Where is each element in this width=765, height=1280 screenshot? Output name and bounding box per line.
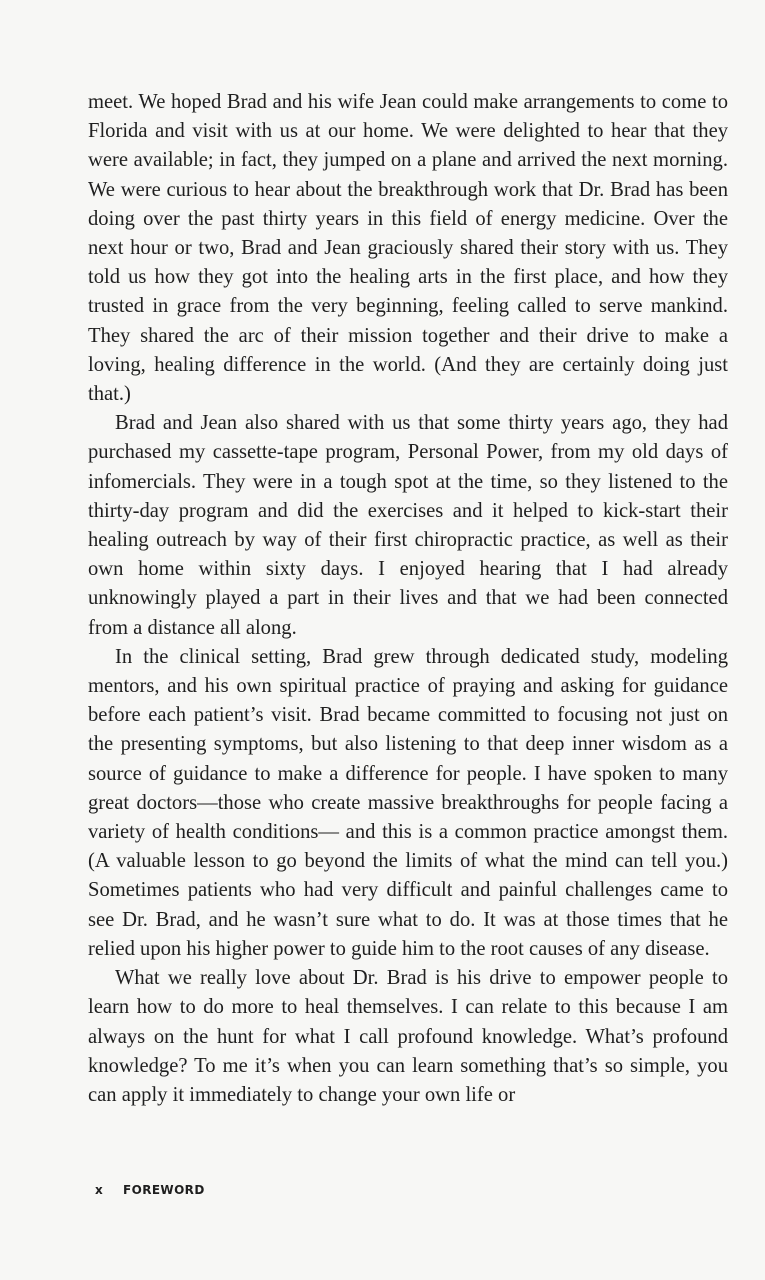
paragraph-1: meet. We hoped Brad and his wife Jean could make arrangements to come to Florida and visit with us at our home. We were delighted to hear that they were available; in fact, they jumped on a plane and arrived the next morning. We were curious to hear about the breakthrough work that Dr. Brad has been doing over the past thirty years in this field of energy medicine. Over the next hour or two, Brad and Jean graciously shared their story with us. They told us how they got into the healing arts in the first place, and how they trusted in grace from the very beginning, feeling called to serve mankind. They shared the arc of their mission together and their drive to make a loving, healing difference in the world. (And they are certainly doing just that.) xyxy=(88,91,728,406)
page-number: x xyxy=(95,1183,104,1197)
section-title: FOREWORD xyxy=(123,1183,205,1197)
page-footer xyxy=(95,1183,205,1197)
paragraph-4: What we really love about Dr. Brad is his drive to empower people to learn how to do more to heal themselves. I can relate to this because I am always on the hunt for what I call profound knowledge. What’s profound knowledge? To me it’s when you can learn something that’s so simple, you can apply it immediately to change your own life or xyxy=(88,967,728,1106)
paragraph-3: In the clinical setting, Brad grew through dedicated study, modeling mentors, and his own spiritual practice of praying and asking for guidance before each patient’s visit. Brad became committed to focusing not just on the presenting symptoms, but also listening to that deep inner wisdom as a source of guidance to make a difference for people. I have spoken to many great doctors—those who create massive breakthroughs for people facing a variety of health conditions— and this is a common practice amongst them. (A valuable lesson to go beyond the limits of what the mind can tell you.) Sometimes patients who had very difficult and painful challenges came to see Dr. Brad, and he wasn’t sure what to do. It was at those times that he relied upon his higher power to guide him to the root causes of any disease. xyxy=(88,645,728,960)
paragraph-2: Brad and Jean also shared with us that some thirty years ago, they had purchased my cassette-tape program, Personal Power, from my old days of infomercials. They were in a tough spot at the time, so they listened to the thirty-day program and did the exercises and it helped to kick-start their healing outreach by way of their first chiropractic practice, as well as their own home within sixty days. I enjoyed hearing that I had already unknowingly played a part in their lives and that we had been connected from a distance all along. xyxy=(88,412,728,639)
body-text xyxy=(88,88,728,1110)
